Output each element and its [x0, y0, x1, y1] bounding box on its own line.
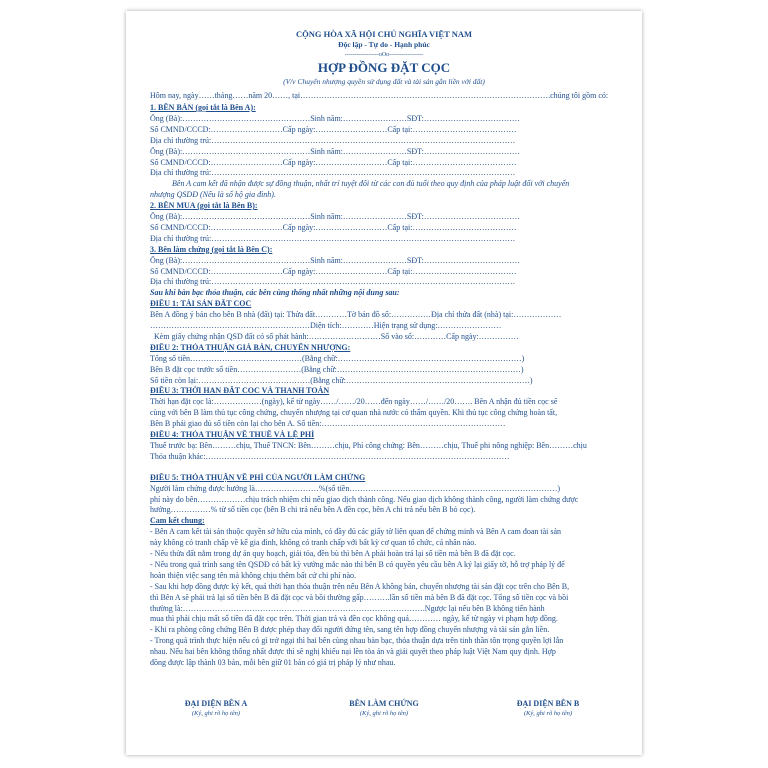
document-title: HỢP ĐỒNG ĐẶT CỌC: [317, 60, 451, 75]
body-line: Số tiền còn lại:……………………………………(Bằng chữ:……………………………………………………………): [150, 375, 533, 385]
body-line: thường là:……………………………………………………………………………….Ngược lại nếu bên B không tiến hành: [150, 603, 545, 613]
body-line: ĐIỀU 5: THỎA THUẬN VỀ PHÍ CỦA NGƯỜI LÀM CHỨNG: [150, 472, 366, 482]
document-subtitle: (V/v Chuyển nhượng quyền sử dụng đất và tài sản gắn liền với đất): [283, 77, 485, 86]
body-line: nhau. Nếu hai bên không thống nhất được thì sẽ nghị khiếu nại lên tòa án và giải quyết theo pháp luật Việt Nam quy định. Hợp: [150, 647, 556, 657]
body-line: - Khi ra phòng công chứng Bên B được phép thay đổi người đứng tên, sang tên hợp đồng chuyển nhượng và tài sản gắn liền.: [150, 625, 550, 635]
republic-heading: CỘNG HÒA XÃ HỘI CHỦ NGHĨA VIỆT NAM: [295, 29, 473, 39]
body-line: Người làm chứng được hưởng là……………………%(số tiền……………………………………………………………………): [150, 483, 561, 493]
body-line: - Bên A cam kết tài sản thuộc quyền sở hữu của mình, có đầy đủ các giấy tờ liên quan để chứng minh và Bên A cam đoan tài sản: [150, 527, 562, 537]
body-line: ĐIỀU 3: THỜI HẠN ĐẶT CỌC VÀ THANH TOÁN: [150, 386, 330, 396]
body-line: 2. BÊN MUA (gọi tắt là Bên B):: [150, 201, 258, 211]
body-line: 1. BÊN BÁN (gọi tắt là Bên A):: [150, 103, 256, 112]
body-line: Sau khi bàn bạc thỏa thuận, các bên cùng thống nhất những nội dung sau:: [150, 288, 400, 298]
body-line: này không có tranh chấp về kế gia đình, không có tranh chấp với bất kỳ cơ quan tổ chức, cá nhân nào.: [150, 538, 477, 548]
body-line: ……………………………………………………Diện tích:…………Hiện trạng sử dụng:……………………: [150, 321, 502, 330]
body-line: phí này do bên………………chịu trách nhiệm chi nếu giao dịch thành công. Nếu giao dịch không thành công, người làm chứng được: [150, 494, 579, 504]
body-line: Bên A đồng ý bán cho bên B nhà (đất) tại: Thửa đất…………Tờ bản đồ số:……………Địa chỉ thửa đất (nhà) tại:………………: [150, 310, 562, 320]
body-line: thì Bên A sẽ phải trả lại số tiền bên B đã đặt cọc và bồi thường gấp……….lần số tiền mà bên B đã đặt cọc. Tổng số tiền cọc và bồi: [150, 592, 569, 602]
signature-party-a: ĐẠI DIỆN BÊN A: [184, 699, 248, 708]
body-line: Bên A cam kết đã nhận được sự đồng thuận, nhất trí tuyệt đối từ các con đủ tuổi theo quy định của pháp luật đối với chuyển: [172, 179, 570, 189]
body-line: Địa chỉ thường trú:……………………………………………………………………………………………………: [150, 233, 516, 243]
body-line: Thỏa thuận khác:……………………………………………………………………………………………………: [150, 451, 510, 461]
body-line: Ông (Bà):…………………………………………Sinh năm:……………………SĐT:………………………………: [150, 255, 520, 265]
body-line: cùng với bên B làm thủ tục công chứng, chuyển nhượng tại cơ quan nhà nước có thẩm quyền. Khi thủ tục công chứng hoàn tất,: [150, 408, 558, 418]
body-line: Ông (Bà):…………………………………………Sinh năm:……………………SĐT:………………………………: [150, 113, 520, 123]
body-line: Số CMND/CCCD:………………………Cấp ngày:………………………Cấp tại:…………………………………: [150, 266, 517, 276]
body-line: Địa chỉ thường trú:……………………………………………………………………………………………………: [150, 168, 516, 178]
intro-line: Hôm nay, ngày……tháng……năm 20……, tại………………………………………………………………………………….chúng tôi gồm có:: [150, 91, 609, 100]
motto: Độc lập - Tự do - Hạnh phúc: [338, 40, 430, 49]
body-line: đồng được lập thành 03 bản, mỗi bên giữ 01 bản có giá trị pháp lý như nhau.: [150, 658, 396, 667]
body-line: Tổng số tiền……………………………………(Bằng chữ:……………………………………………………………): [150, 353, 525, 363]
body-line: Ông (Bà):…………………………………………Sinh năm:……………………SĐT:………………………………: [150, 146, 520, 156]
body-line: ĐIỀU 2: THỎA THUẬN GIÁ BÁN, CHUYỂN NHƯỢNG:: [150, 342, 351, 352]
body-line: Bên B đặt cọc trước số tiền……………………(Bằng chữ:……………………………………………………………): [150, 364, 524, 374]
body-line: nhượng QSDĐ (Nếu là sổ hộ gia đình).: [150, 190, 276, 200]
body-line: hoàn thiện việc sang tên mà không chịu thêm bất cứ chi phí nào.: [150, 570, 357, 580]
body-line: ĐIỀU 4: THỎA THUẬN VỀ THUẾ VÀ LỆ PHÍ: [150, 430, 315, 439]
body-line: Số CMND/CCCD:………………………Cấp ngày:………………………Cấp tại:…………………………………: [150, 222, 517, 232]
body-line: hưởng……………% từ số tiền cọc (bên B chi trả nếu bên A đền cọc, bên A chi trả nếu bên B bỏ cọc).: [150, 505, 476, 515]
separator: -----------------oOo-----------------: [344, 52, 424, 58]
body-line: - Trong quá trình thực hiện nếu có gì trở ngại thì hai bên cùng nhau bàn bạc, thỏa thuận dựa trên tinh thần tôn trọng quyền lợi lẫn: [150, 636, 564, 646]
body-line: Cam kết chung:: [150, 516, 205, 526]
body-line: Thuế trước bạ: Bên………chịu, Thuế TNCN: Bên………chịu, Phí công chứng: Bên………chịu, Thuế phi nông nghiệp: Bên………chịu: [150, 440, 587, 450]
body-line: 3. Bên làm chứng (gọi tắt là Bên C):: [150, 244, 273, 254]
signature-witness-note: (Ký, ghi rõ họ tên): [359, 710, 409, 717]
body-line: Thời hạn đặt cọc là:………………(ngày), kể từ ngày……/……/20……đến ngày……/……/20……. Bên A nhận đủ tiền cọc sẽ: [150, 397, 558, 407]
signature-party-b-note: (Ký, ghi rõ họ tên): [523, 710, 573, 717]
body-line: Địa chỉ thường trú:……………………………………………………………………………………………………: [150, 135, 516, 145]
body-line: - Nếu thửa đất nằm trong dự án quy hoạch, giải tỏa, đền bù thì bên A phải hoàn trả lại số tiền mà bên B đã đặt cọc.: [150, 549, 516, 558]
body-line: Địa chỉ thường trú:……………………………………………………………………………………………………: [150, 277, 516, 287]
body-line: - Sau khi hợp đồng được ký kết, quá thời hạn thỏa thuận trên nếu Bên A không bán, chuyển nhượng tài sản đặt cọc trên cho Bên B,: [150, 581, 570, 591]
body-line: Bên B phải giao đủ số tiền còn lại cho bên A. Số tiền:……………………………………………………………: [150, 419, 506, 429]
body-line: ĐIỀU 1: TÀI SẢN ĐẶT CỌC: [150, 299, 252, 309]
body-line: - Nếu trong quá trình sang tên QSDĐ có bất kỳ vướng mắc nào thì bên B có quyền yêu cầu bên A ký lại giấy tờ, hỗ trợ pháp lý để: [150, 559, 565, 569]
contract-paper: [126, 11, 642, 755]
signature-witness: BÊN LÀM CHỨNG: [349, 699, 419, 708]
body-line: Số CMND/CCCD:………………………Cấp ngày:………………………Cấp tại:…………………………………: [150, 124, 517, 134]
signature-party-a-note: (Ký, ghi rõ họ tên): [191, 710, 241, 717]
body-line: Kèm giấy chứng nhận QSD đất có số phát hành:………………………Số vào sổ:…………Cấp ngày:……………: [154, 331, 519, 341]
signature-party-b: ĐẠI DIỆN BÊN B: [516, 699, 580, 708]
body-line: mua thì phải chịu mất số tiền đã đặt cọc trên. Thời gian trả và đền cọc không quá………… ngày, kể từ ngày vi phạm hợp đồng.: [150, 614, 558, 624]
body-line: Ông (Bà):…………………………………………Sinh năm:……………………SĐT:………………………………: [150, 212, 520, 221]
body-line: Số CMND/CCCD:………………………Cấp ngày:………………………Cấp tại:…………………………………: [150, 157, 517, 167]
